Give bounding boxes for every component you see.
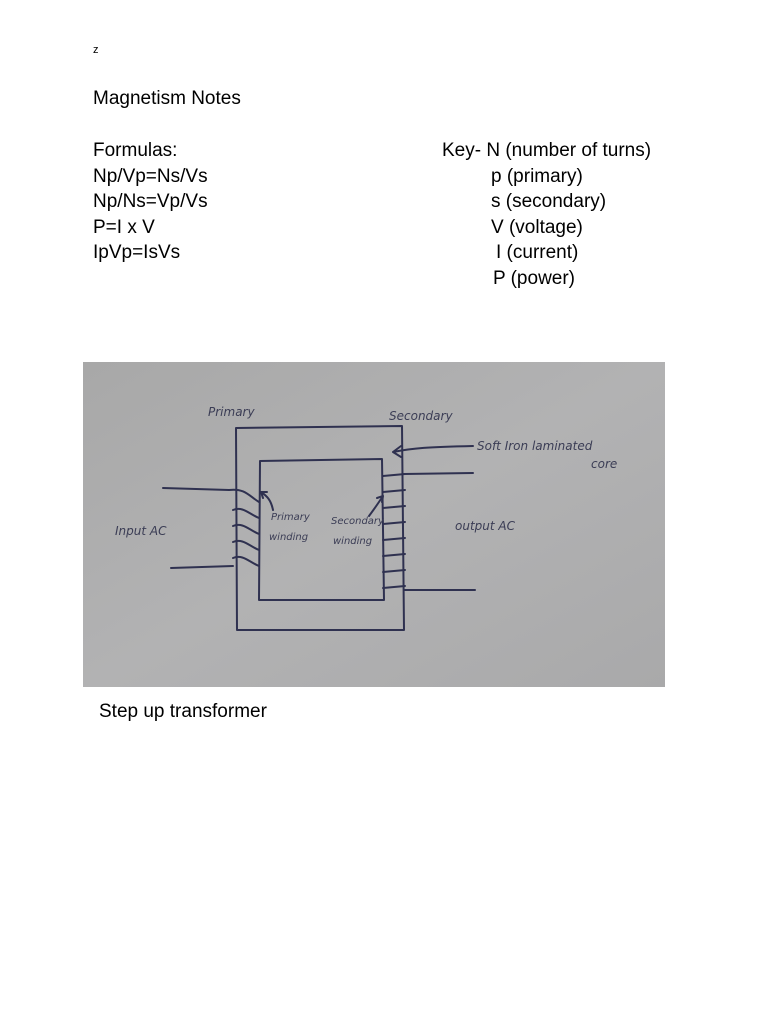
key-prefix: Key-	[442, 140, 482, 161]
formula-line: IpVp=IsVs	[93, 242, 181, 264]
page-marker: z	[93, 44, 99, 56]
key-item: V (voltage)	[491, 216, 583, 238]
core-label-line1: Soft Iron laminated	[477, 439, 593, 453]
key-item: p (primary)	[491, 165, 583, 187]
diagram-caption: Step up transformer	[99, 701, 267, 722]
formulas-block	[93, 138, 208, 266]
primary-winding-label-line2: winding	[269, 532, 309, 543]
key-line	[442, 138, 651, 164]
secondary-winding-label-line2: winding	[333, 536, 373, 547]
output-wire-top	[404, 473, 473, 474]
primary-winding-label-line1: Primary	[271, 512, 310, 523]
output-ac-label: output AC	[455, 519, 515, 533]
transformer-diagram-photo	[83, 362, 665, 687]
formulas-heading: Formulas:	[93, 140, 178, 161]
key-item: P (power)	[493, 267, 576, 289]
page-title: Magnetism Notes	[93, 88, 241, 109]
secondary-winding-label-line1: Secondary	[331, 516, 384, 527]
key-item: N (number of turns)	[486, 140, 652, 161]
primary-label: Primary	[208, 405, 255, 419]
key-item: s (secondary)	[491, 191, 607, 213]
core-label-line2: core	[591, 457, 618, 471]
formula-line: Np/Ns=Vp/Vs	[93, 191, 208, 213]
key-block	[442, 138, 651, 292]
input-ac-label: Input AC	[115, 524, 167, 538]
formula-line: P=I x V	[93, 216, 155, 238]
secondary-label: Secondary	[389, 409, 453, 423]
formula-line: Np/Vp=Ns/Vs	[93, 165, 208, 187]
key-item: I (current)	[496, 242, 579, 264]
